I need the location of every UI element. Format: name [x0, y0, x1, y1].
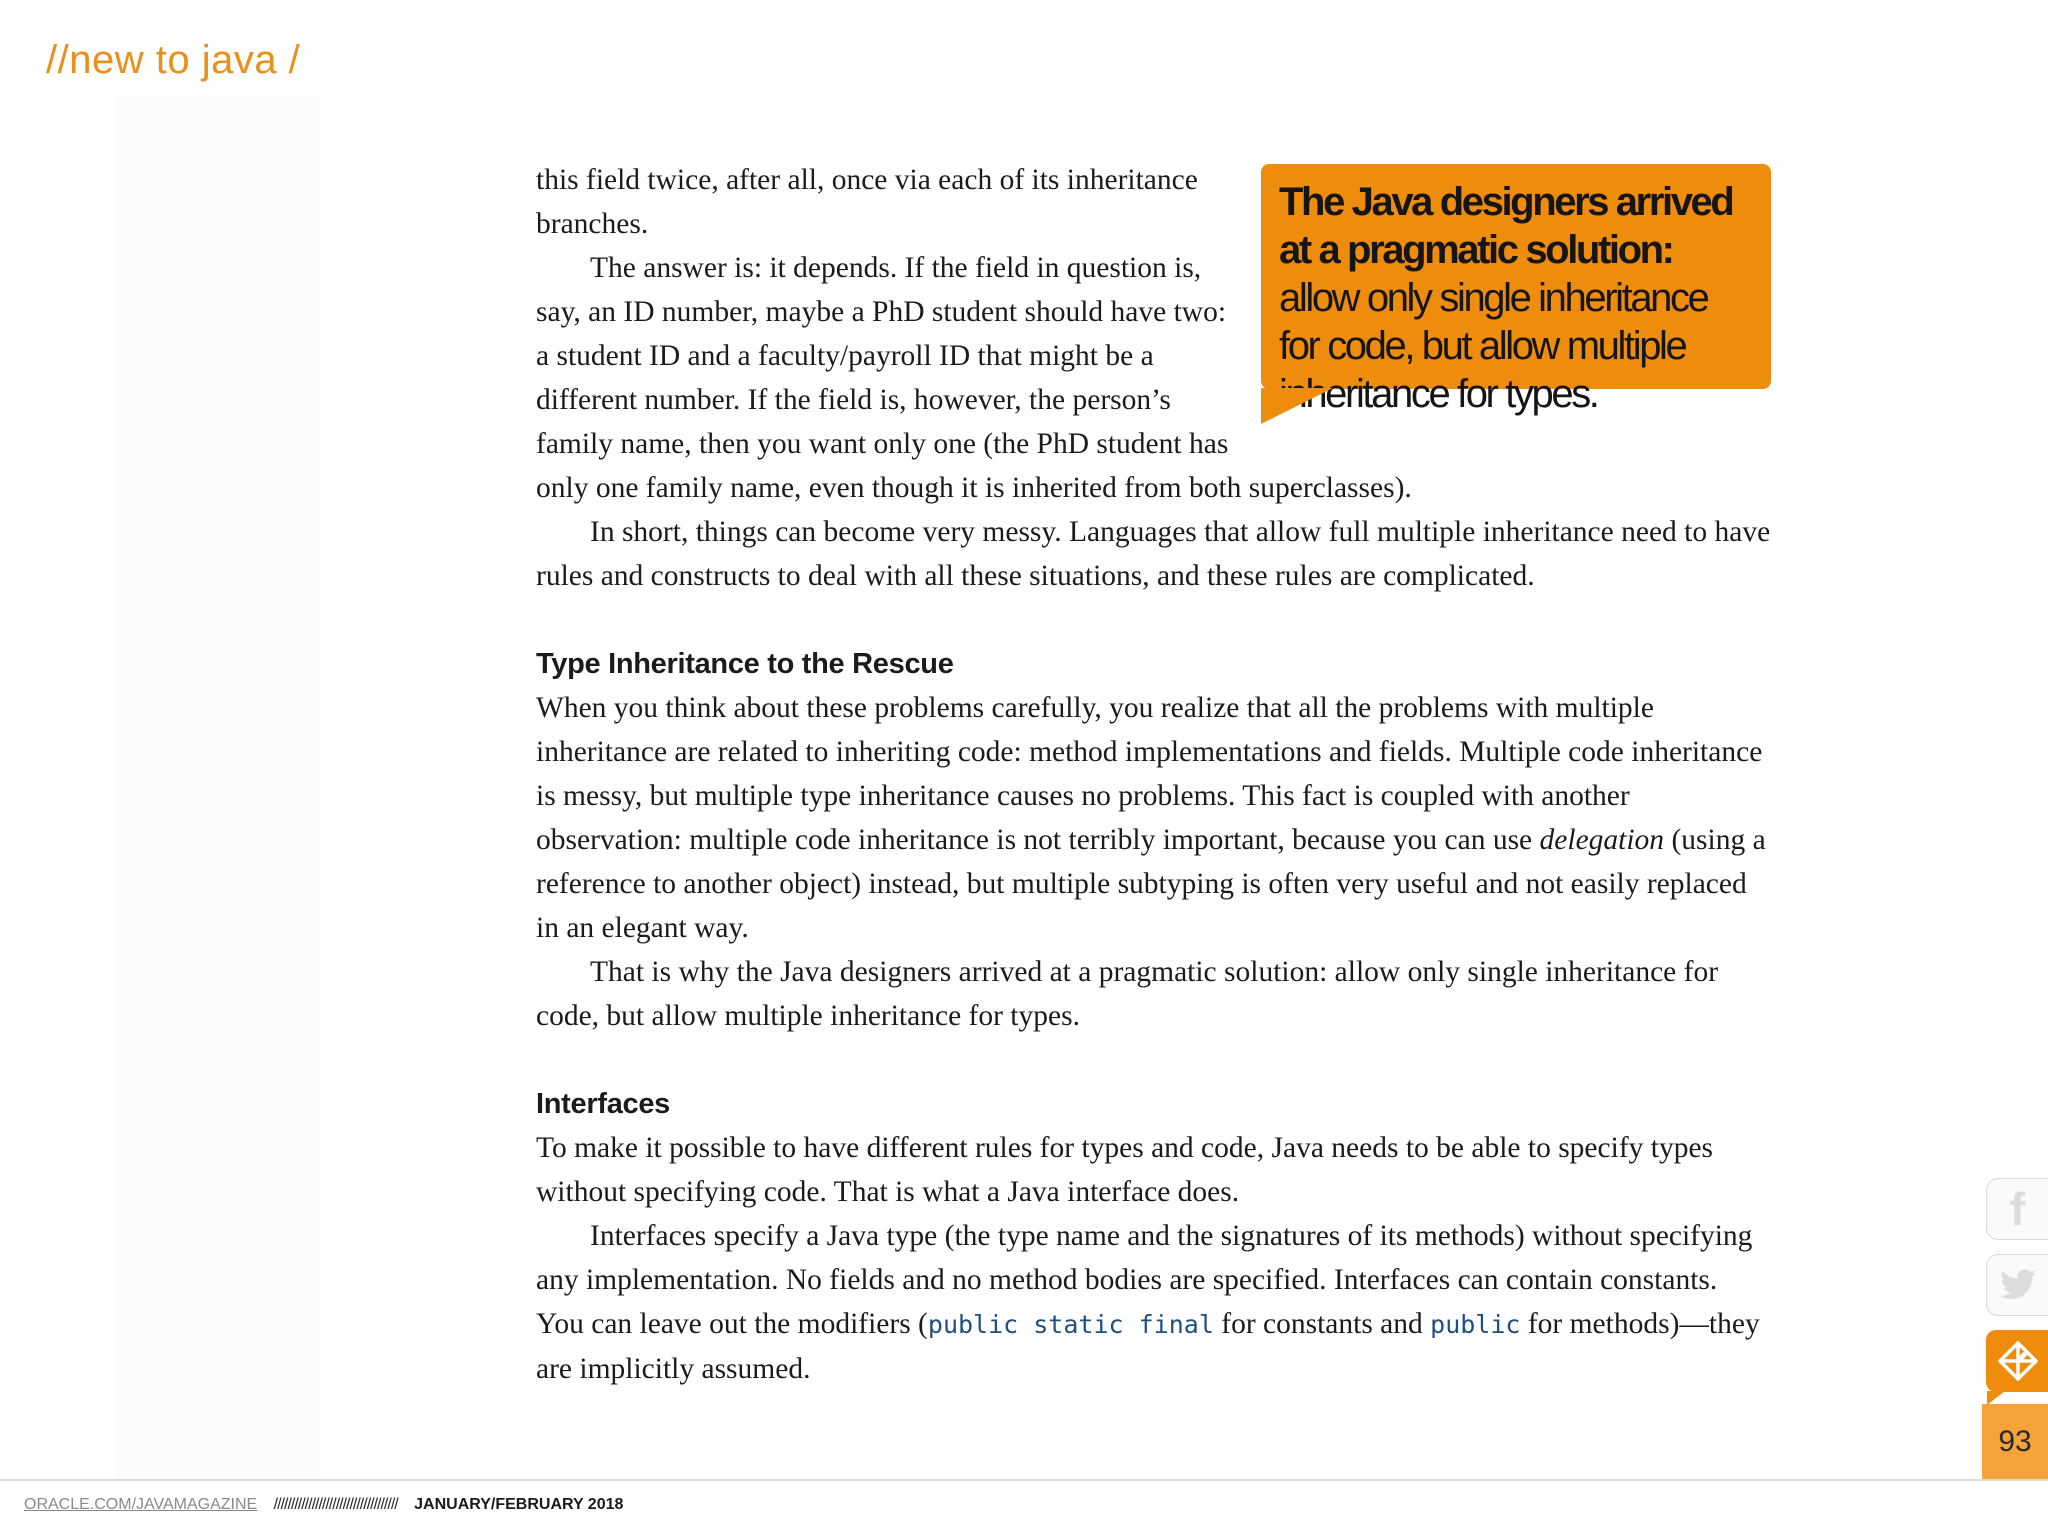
- share-button[interactable]: [1986, 1330, 2048, 1392]
- heading-type-inheritance: Type Inheritance to the Rescue: [536, 648, 954, 680]
- paragraph-4-text-a: When you think about these problems carefully, you realize that all the problems with multiple inheritance are related to inheriting code: method implementations and fields. Multiple code inheritance is messy, but multiple type inheritance causes no problems. This fact is coupled with another observation: multiple code inheritance is not terribly important, because you can use: [536, 692, 1763, 856]
- left-margin-panel: [115, 95, 320, 1480]
- section-label: //new to java /: [46, 38, 301, 82]
- footer-slashes: ////////////////////////////////////: [273, 1496, 398, 1513]
- paragraph-4: [536, 686, 1771, 950]
- paragraph-7-text-b: for constants and: [1213, 1308, 1431, 1340]
- facebook-button[interactable]: [1986, 1178, 2048, 1240]
- facebook-icon: f: [2009, 1183, 2026, 1235]
- paragraph-3: In short, things can become very messy. Languages that allow full multiple inheritance need to have rules and constructs to deal with all these situations, and these rules are complicated.: [536, 516, 1771, 592]
- pullquote-tail: [1261, 388, 1333, 424]
- paragraph-7-text-a: Interfaces specify a Java type (the type name and the signatures of its methods) without specifying any implementation. No fields and no method bodies are specified. Interfaces can contain constants. You can leave out the modifiers (: [536, 1220, 1753, 1340]
- pullquote-bold-text: The Java designers arrived at a pragmatic solution:: [1279, 180, 1733, 272]
- pullquote: [1261, 164, 1771, 439]
- pullquote-box: [1261, 164, 1771, 416]
- code-public-static-final: public static final: [927, 1310, 1214, 1339]
- twitter-icon: [1999, 1269, 2037, 1301]
- footer-issue-date: JANUARY/FEBRUARY 2018: [414, 1496, 624, 1513]
- paragraph-4-emphasis: delegation: [1539, 824, 1665, 856]
- paragraph-7-text-c: for methods)—they are implicitly assumed.: [536, 1308, 1760, 1385]
- paragraph-7: [536, 1214, 1771, 1391]
- paragraph-2: The answer is: it depends. If the field in question is, say, an ID number, maybe a PhD student should have two: a student ID and a faculty/payroll ID that might be a different number. If the field is, however, the person’s family name, then you want only one (the PhD student has only one family name, even though it is inherited from both superclasses).: [536, 252, 1412, 504]
- code-public: public: [1430, 1310, 1521, 1339]
- paragraph-6: To make it possible to have different rules for types and code, Java needs to be able to specify types without specifying code. That is what a Java interface does.: [536, 1132, 1714, 1208]
- paragraph-5: That is why the Java designers arrived at a pragmatic solution: allow only single inheritance for code, but allow multiple inheritance for types.: [536, 956, 1719, 1032]
- share-button-tail: [1987, 1391, 2005, 1405]
- paragraph-4-text-b: (using a reference to another object) instead, but multiple subtyping is often very useful and not easily replaced in an elegant way.: [536, 824, 1766, 944]
- share-icon: [1998, 1341, 2038, 1381]
- footer: [24, 1496, 623, 1514]
- share-sidebar: [1986, 1178, 2048, 1406]
- heading-interfaces: Interfaces: [536, 1088, 671, 1120]
- page-number: 93: [1982, 1404, 2048, 1480]
- pullquote-regular-text: allow only single inheritance for code, but allow multiple inheritance for types.: [1279, 276, 1708, 416]
- article-body: [536, 158, 1771, 1391]
- twitter-button[interactable]: [1986, 1254, 2048, 1316]
- paragraph-1: this field twice, after all, once via each of its inheritance branches.: [536, 164, 1198, 240]
- footer-magazine-link[interactable]: ORACLE.COM/JAVAMAGAZINE: [24, 1496, 258, 1513]
- pullquote-text: [1279, 178, 1753, 418]
- footer-divider: [0, 1479, 2048, 1481]
